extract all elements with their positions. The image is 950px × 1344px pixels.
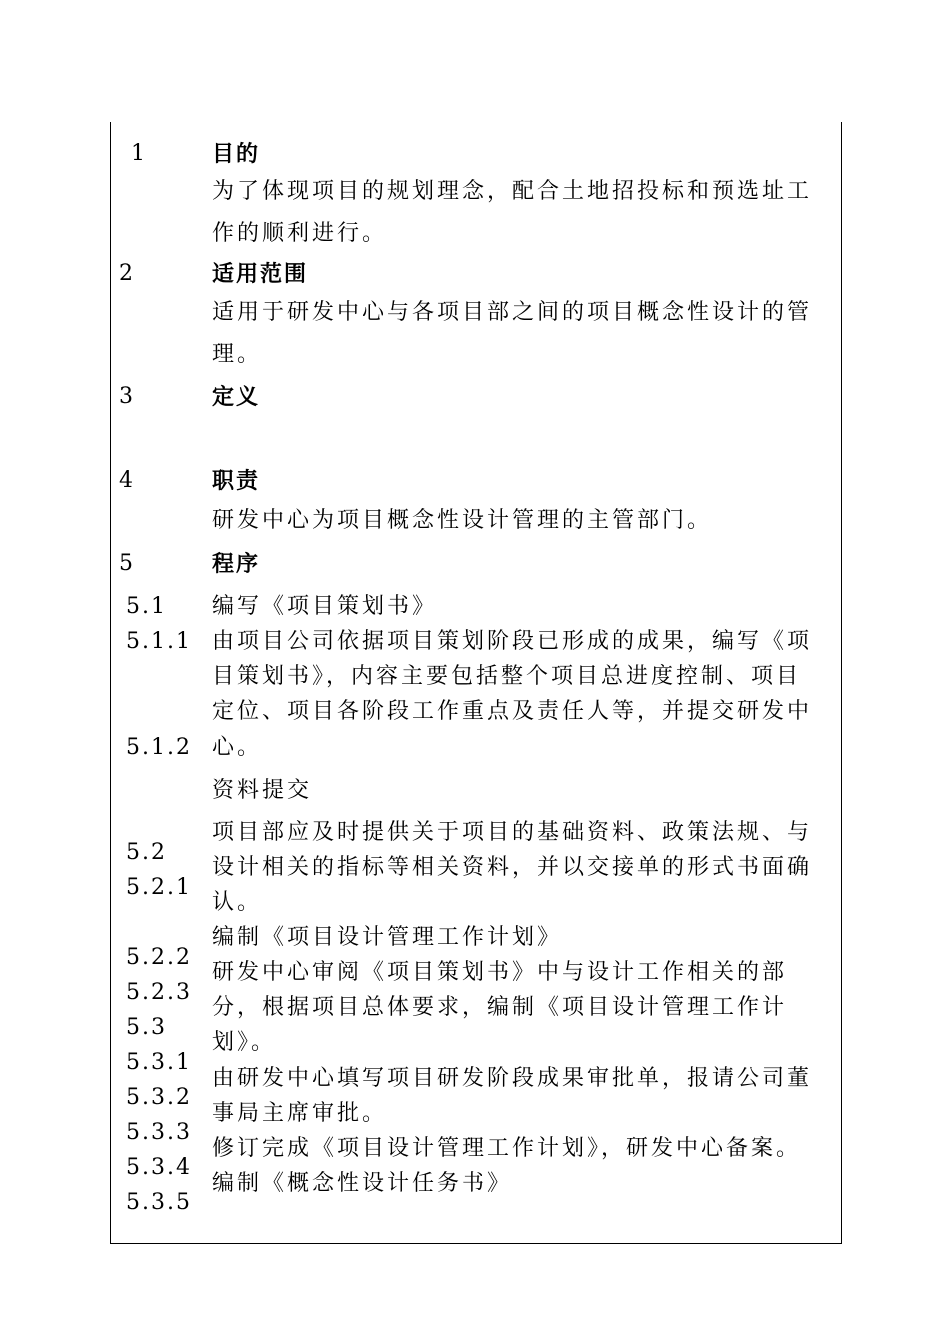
clause-number: 5.2 <box>126 840 167 865</box>
body-line: 研发中心审阅《项目策划书》中与设计工作相关的部 <box>212 960 788 985</box>
clause-number: 5.3.1 <box>126 1050 192 1075</box>
section-heading: 定义 <box>212 384 261 410</box>
body-line: 编写《项目策划书》 <box>212 594 438 619</box>
body-line: 研发中心为项目概念性设计管理的主管部门。 <box>212 508 713 533</box>
body-line: 由研发中心填写项目研发阶段成果审批单，报请公司董 <box>212 1066 813 1091</box>
body-line: 修订完成《项目设计管理工作计划》，研发中心备案。 <box>212 1136 802 1161</box>
body-line: 定位、项目各阶段工作重点及责任人等，并提交研发中 <box>212 699 813 724</box>
body-line: 编制《概念性设计任务书》 <box>212 1171 513 1196</box>
clause-number: 5.3.3 <box>126 1120 192 1145</box>
body-line: 设计相关的指标等相关资料，并以交接单的形式书面确 <box>212 855 813 880</box>
clause-number: 5.2.1 <box>126 875 192 900</box>
section-number: 2 <box>119 261 133 286</box>
body-line: 编制《项目设计管理工作计划》 <box>212 925 563 950</box>
body-line: 目策划书》，内容主要包括整个项目总进度控制、项目 <box>212 664 802 689</box>
body-line: 作的顺利进行。 <box>212 221 388 246</box>
clause-number: 5.1 <box>126 594 167 619</box>
clause-number: 5.2.3 <box>126 980 192 1005</box>
body-line: 为了体现项目的规划理念，配合土地招投标和预选址工 <box>212 179 813 204</box>
clause-number: 5.3.2 <box>126 1085 192 1110</box>
body-line: 分，根据项目总体要求，编制《项目设计管理工作计 <box>212 995 788 1020</box>
body-line: 划》。 <box>212 1030 277 1055</box>
body-line: 项目部应及时提供关于项目的基础资料、政策法规、与 <box>212 820 813 845</box>
body-line: 事局主席审批。 <box>212 1101 388 1126</box>
body-line: 认。 <box>212 890 263 915</box>
section-heading: 适用范围 <box>212 261 309 287</box>
clause-number: 5.3 <box>126 1015 167 1040</box>
section-heading: 职责 <box>212 468 261 494</box>
clause-number: 5.3.5 <box>126 1190 192 1215</box>
section-number: 3 <box>119 384 133 409</box>
section-number: 4 <box>119 468 133 493</box>
body-line: 心。 <box>212 735 263 760</box>
body-line: 资料提交 <box>212 778 313 803</box>
body-line: 由项目公司依据项目策划阶段已形成的成果，编写《项 <box>212 629 813 654</box>
clause-number: 5.1.2 <box>126 735 192 760</box>
section-heading: 目的 <box>212 141 261 167</box>
clause-number: 5.2.2 <box>126 945 192 970</box>
clause-number: 5.3.4 <box>126 1155 192 1180</box>
section-number: 1 <box>131 141 145 166</box>
body-line: 理。 <box>212 342 263 367</box>
clause-number: 5.1.1 <box>126 629 192 654</box>
section-number: 5 <box>119 551 133 576</box>
body-line: 适用于研发中心与各项目部之间的项目概念性设计的管 <box>212 300 813 325</box>
section-heading: 程序 <box>212 551 261 577</box>
